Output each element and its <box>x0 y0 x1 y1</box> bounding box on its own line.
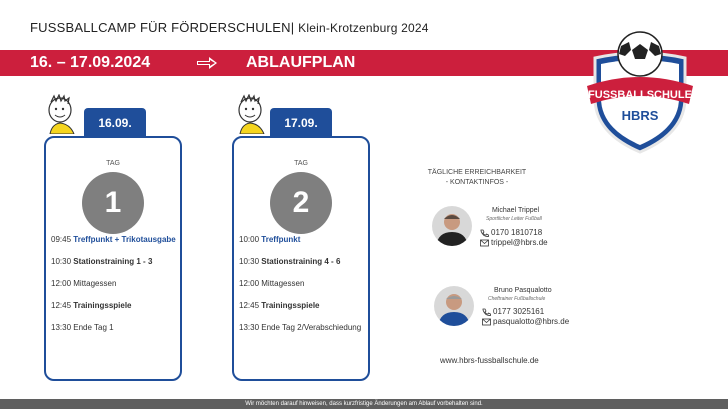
avatar <box>434 286 474 326</box>
day-2-tag-label: TAG <box>294 160 308 167</box>
day-2-number: 2 <box>270 172 332 234</box>
page-title <box>30 20 429 35</box>
fussballschule-logo <box>585 28 695 154</box>
schedule-row: 10:00 Treffpunkt <box>239 235 301 244</box>
title-main: FUSSBALLCAMP FÜR FÖRDERSCHULEN <box>30 20 291 35</box>
day-1-tag-label: TAG <box>106 160 120 167</box>
schedule-row: 12:45 Trainingsspiele <box>51 301 132 310</box>
schedule-row: 12:00 Mittagessen <box>239 279 305 288</box>
email-icon <box>482 318 491 326</box>
schedule-row: 10:30 Stationstraining 1 - 3 <box>51 257 153 266</box>
phone-icon <box>482 308 491 316</box>
email-icon <box>480 239 489 247</box>
schedule-row: 12:00 Mittagessen <box>51 279 117 288</box>
day-2-card <box>232 136 370 381</box>
avatar <box>432 206 472 246</box>
child-illustration-icon <box>44 94 78 134</box>
child-illustration-icon <box>234 94 268 134</box>
contact-role: Sportlicher Leiter Fußball <box>486 216 542 222</box>
schedule-row: 10:30 Stationstraining 4 - 6 <box>239 257 341 266</box>
day-1-date-tab <box>84 108 146 136</box>
banner-heading: ABLAUFPLAN <box>246 54 356 71</box>
day-2-schedule <box>239 235 399 345</box>
logo-text: FUSSBALLSCHULE <box>588 89 692 101</box>
logo-brand: HBRS <box>621 108 659 123</box>
contact-name: Bruno Pasqualotto <box>494 287 552 294</box>
arrow-right-icon <box>196 55 218 71</box>
contact-role: Cheftrainer Fußballschule <box>488 296 546 302</box>
contact-heading: TÄGLICHE ERREICHBARKEIT - KONTAKTINFOS - <box>427 169 527 186</box>
contact-phone: 0177 3025161 <box>493 307 545 316</box>
day-1-number: 1 <box>82 172 144 234</box>
schedule-row: 13:30 Ende Tag 1 <box>51 323 114 332</box>
footer-note: Wir möchten darauf hinweisen, dass kurzfristige Änderungen am Ablauf vorbehalten sind. <box>0 399 728 409</box>
website-link[interactable]: www.hbrs-fussballschule.de <box>440 356 539 365</box>
contact-email[interactable]: trippel@hbrs.de <box>491 238 548 247</box>
day-1-card <box>44 136 182 381</box>
contact-email[interactable]: pasqualotto@hbrs.de <box>493 317 570 326</box>
schedule-row: 13:30 Ende Tag 2/Verabschiedung <box>239 323 362 332</box>
contact-phone: 0170 1810718 <box>491 228 543 237</box>
title-sub: Klein-Krotzenburg 2024 <box>298 21 429 35</box>
day-2-date-tab <box>270 108 332 136</box>
day-1-date: 16.09. <box>98 116 132 130</box>
phone-icon <box>480 229 489 237</box>
day-1-schedule <box>51 235 211 345</box>
schedule-row: 09:45 Treffpunkt + Trikotausgabe <box>51 235 176 244</box>
contact-name: Michael Trippel <box>492 207 540 214</box>
day-2-date: 17.09. <box>284 116 318 130</box>
banner-date: 16. – 17.09.2024 <box>30 54 151 71</box>
schedule-row: 12:45 Trainingsspiele <box>239 301 320 310</box>
title-separator: | <box>290 20 295 35</box>
